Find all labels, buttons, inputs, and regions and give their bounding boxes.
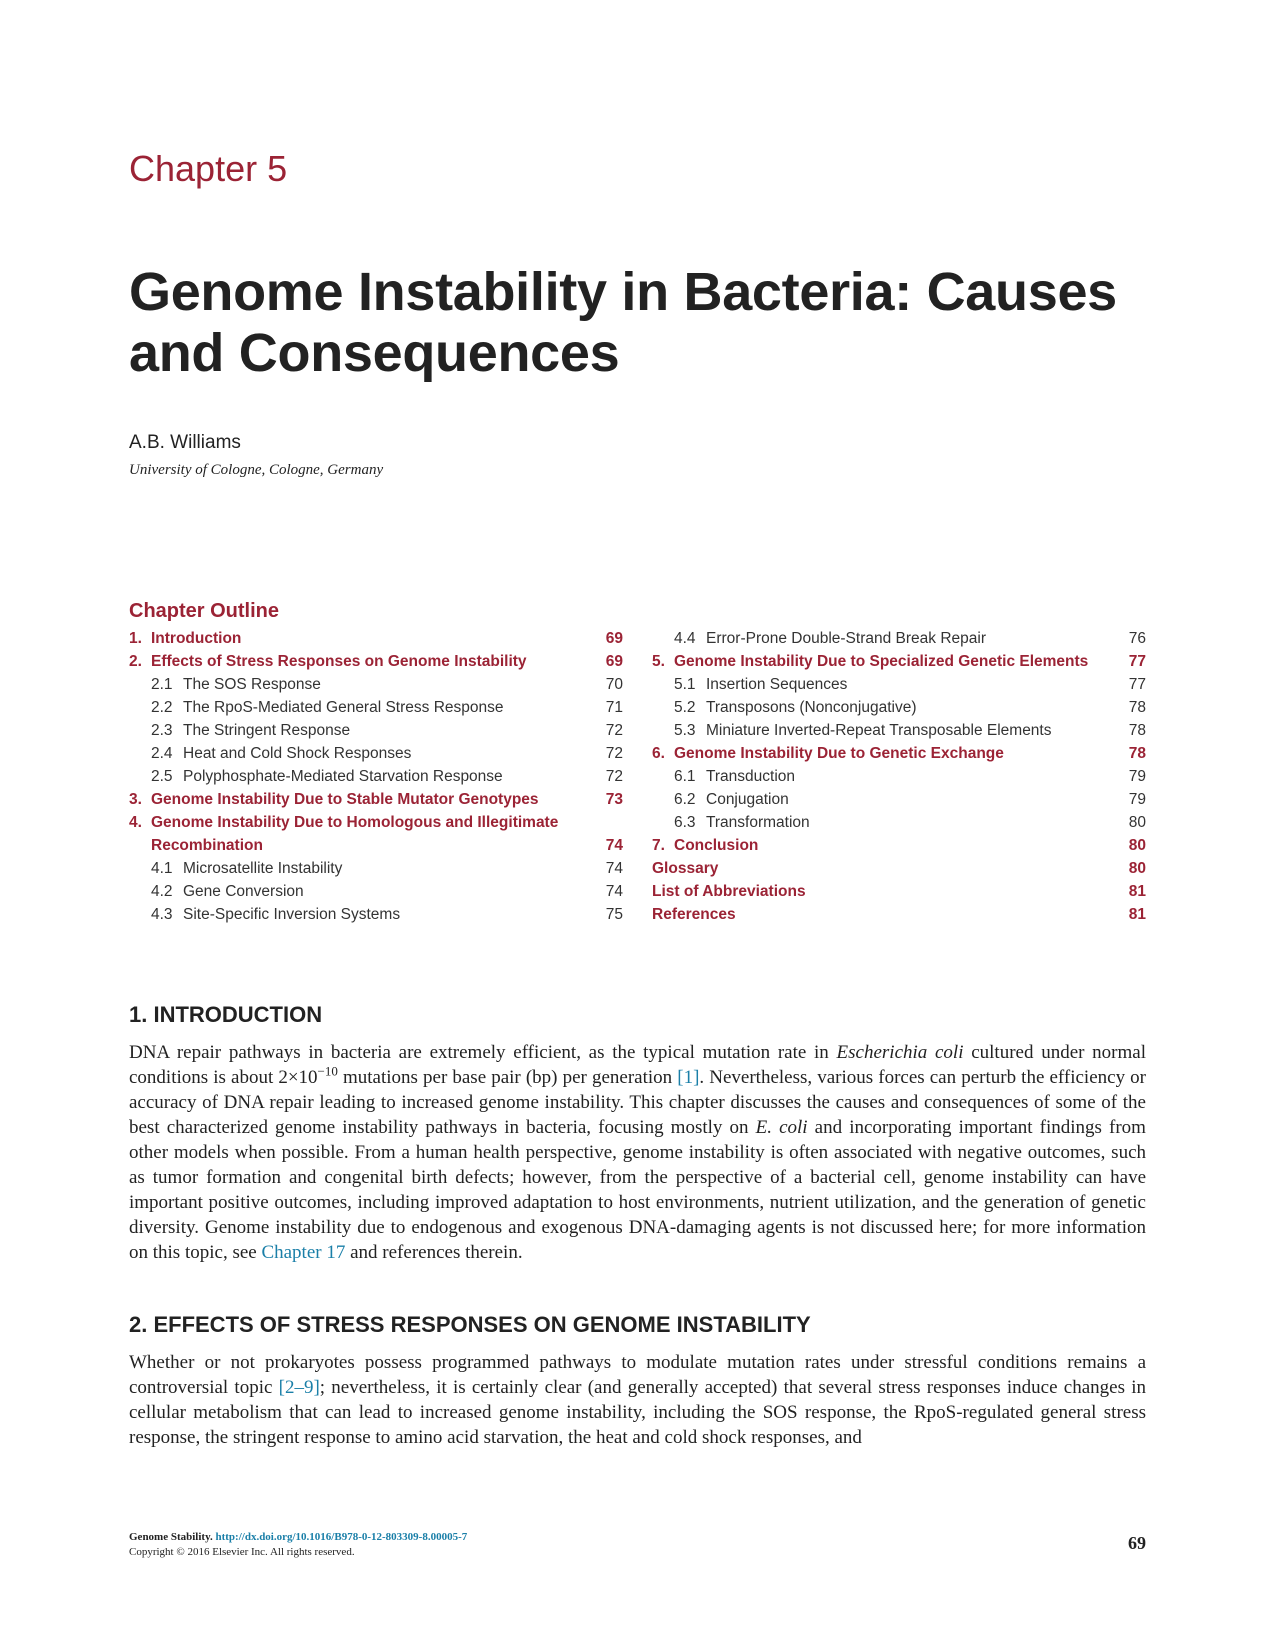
outline-entry-page: 78: [1128, 722, 1146, 739]
outline-entry-label: [129, 788, 539, 811]
outline-entry-title: List of Abbreviations: [652, 883, 806, 900]
outline-entry-title: Miniature Inverted-Repeat Transposable Elements: [706, 722, 1052, 739]
outline-entry-label: [151, 673, 321, 696]
outline-entry-label: [652, 880, 806, 903]
outline-entry-label: [652, 742, 1004, 765]
outline-entry[interactable]: [129, 857, 623, 880]
outline-entry-number: 2.4: [151, 745, 173, 762]
outline-entry-number: 5.3: [674, 722, 696, 739]
outline-entry-number: 6.: [652, 745, 665, 762]
outline-entry-page: 79: [1128, 791, 1146, 808]
outline-entry-page: 75: [605, 906, 623, 923]
outline-entry-label: [129, 627, 241, 650]
outline-entry-number: 6.2: [674, 791, 696, 808]
outline-entry-title: Transformation: [706, 814, 810, 831]
outline-entry-title: Genome Instability Due to Homologous and Illegitimate: [151, 814, 559, 831]
outline-entry-title: Gene Conversion: [183, 883, 304, 900]
outline-entry-number: 5.1: [674, 676, 696, 693]
outline-entry[interactable]: [129, 788, 623, 811]
outline-entry[interactable]: [652, 788, 1146, 811]
outline-entry-page: 74: [605, 883, 623, 900]
outline-entry-number: 5.2: [674, 699, 696, 716]
outline-entry-title: The SOS Response: [183, 676, 321, 693]
outline-entry-label: [674, 788, 789, 811]
outline-entry-number: 2.: [129, 653, 142, 670]
outline-entry-page: 77: [1128, 653, 1146, 670]
outline-entry-page: 70: [605, 676, 623, 693]
reference-link-1[interactable]: [1]: [677, 1067, 700, 1088]
outline-entry-label: [674, 719, 1052, 742]
outline-entry[interactable]: [129, 742, 623, 765]
outline-entry-title: Introduction: [151, 630, 242, 647]
outline-entry-label: [151, 742, 411, 765]
author-name: A.B. Williams: [129, 432, 241, 453]
outline-entry-number: 2.2: [151, 699, 173, 716]
outline-entry-label: [652, 834, 758, 857]
outline-entry-title: Error-Prone Double-Strand Break Repair: [706, 630, 986, 647]
outline-entry-number: 4.2: [151, 883, 173, 900]
outline-entry-title: The Stringent Response: [183, 722, 351, 739]
outline-entry-page: 80: [1128, 814, 1146, 831]
outline-entry[interactable]: [129, 765, 623, 788]
outline-entry[interactable]: [652, 857, 1146, 880]
outline-entry-number: 7.: [652, 837, 665, 854]
outline-entry-title: Site-Specific Inversion Systems: [183, 906, 401, 923]
outline-entry-label: [674, 811, 810, 834]
outline-entry-number: 6.3: [674, 814, 696, 831]
outline-entry-title: References: [652, 906, 736, 923]
outline-entry-page: 73: [605, 791, 623, 808]
outline-entry-page: 81: [1128, 906, 1146, 923]
outline-column-left: [129, 627, 623, 926]
outline-entry-number: 3.: [129, 791, 142, 808]
chapter-outline-heading: Chapter Outline: [129, 600, 280, 622]
stress-responses-paragraph: Whether or not prokaryotes possess programmed pathways to modulate mutation rates under stressful conditions remains a controversial topic [2–9]; nevertheless, it is certainly clear (and generally accepted) that several stress responses induce changes in cellular metabolism that can lead to increased genome instability, including the SOS response, the RpoS-regulated general stress response, the stringent response to amino acid starvation, the heat and cold shock responses, and: [129, 1352, 1146, 1448]
chapter-17-link[interactable]: Chapter 17: [261, 1242, 346, 1263]
outline-entry[interactable]: [652, 903, 1146, 926]
outline-entry-label: [151, 857, 342, 880]
outline-entry-title: Genome Instability Due to Specialized Genetic Elements: [674, 653, 1089, 670]
outline-entry-label: [652, 650, 1088, 673]
outline-entry[interactable]: [652, 834, 1146, 857]
outline-entry-label: [129, 811, 558, 834]
outline-entry-number: 5.: [652, 653, 665, 670]
outline-entry[interactable]: [652, 765, 1146, 788]
outline-entry[interactable]: [129, 903, 623, 926]
outline-entry-number: 2.1: [151, 676, 173, 693]
footer-citation: [129, 1530, 467, 1560]
outline-entry-label: [151, 696, 504, 719]
outline-entry-page: 72: [605, 768, 623, 785]
outline-entry-page: 72: [605, 722, 623, 739]
outline-entry-page: 74: [605, 837, 623, 854]
outline-entry[interactable]: [129, 650, 623, 673]
outline-entry-title: Transduction: [706, 768, 796, 785]
outline-entry-label: [674, 765, 795, 788]
outline-entry-label: [151, 719, 350, 742]
outline-entry[interactable]: [129, 673, 623, 696]
outline-entry-label: [652, 903, 736, 926]
page-number: 69: [1128, 1533, 1146, 1553]
outline-entry-title: Recombination: [151, 837, 263, 854]
outline-entry-label: [674, 627, 986, 650]
outline-entry-title: Heat and Cold Shock Responses: [183, 745, 412, 762]
outline-entry[interactable]: [129, 696, 623, 719]
outline-entry-label: [674, 673, 847, 696]
footer-copyright: Copyright © 2016 Elsevier Inc. All rights reserved.: [129, 1546, 355, 1558]
outline-entry-number: 4.4: [674, 630, 696, 647]
outline-entry[interactable]: [129, 834, 623, 857]
outline-entry[interactable]: [129, 880, 623, 903]
outline-entry-title: Effects of Stress Responses on Genome Instability: [151, 653, 527, 670]
outline-entry-page: 74: [605, 860, 623, 877]
outline-entry-title: Conclusion: [674, 837, 759, 854]
outline-entry-title: Genome Instability Due to Stable Mutator Genotypes: [151, 791, 539, 808]
outline-entry-title: Microsatellite Instability: [183, 860, 343, 877]
outline-entry-title: Glossary: [652, 860, 719, 877]
section-heading-introduction: 1. INTRODUCTION: [129, 1002, 323, 1027]
outline-entry-page: 77: [1128, 676, 1146, 693]
outline-entry-number: 4.: [129, 814, 142, 831]
outline-entry-page: 80: [1128, 860, 1146, 877]
outline-entry-page: 71: [605, 699, 623, 716]
outline-entry-page: 78: [1128, 745, 1146, 762]
outline-entry-label: [674, 696, 917, 719]
outline-entry-label: [652, 857, 718, 880]
outline-entry-page: 69: [605, 630, 623, 647]
outline-entry[interactable]: [129, 719, 623, 742]
author-affiliation: University of Cologne, Cologne, Germany: [129, 462, 384, 478]
outline-entry-page: 81: [1128, 883, 1146, 900]
outline-column-right: [652, 627, 1146, 926]
outline-entry-page: 72: [605, 745, 623, 762]
outline-entry-label: [129, 650, 527, 673]
outline-entry[interactable]: [652, 696, 1146, 719]
outline-entry[interactable]: [652, 627, 1146, 650]
outline-entry-number: 1.: [129, 630, 142, 647]
outline-entry-title: Conjugation: [706, 791, 789, 808]
outline-entry-page: 79: [1128, 768, 1146, 785]
outline-entry-title: Genome Instability Due to Genetic Exchange: [674, 745, 1004, 762]
outline-entry[interactable]: [652, 673, 1146, 696]
outline-entry-label: [151, 880, 304, 903]
introduction-paragraph: DNA repair pathways in bacteria are extremely efficient, as the typical mutation rate in Escherichia coli cultured under normal conditions is about $2\times 10^{-10}$ mutations per base pair (bp) per generation [1]. Nevertheless, various forces can perturb the efficiency or accuracy of DNA repair leading to increased genome instability. This chapter discusses the causes and consequences of some of the best characterized genome instability pathways in bacteria, focusing mostly on E. coli and incorporating important findings from other models when possible. From a human health perspective, genome instability is often associated with negative outcomes, such as tumor formation and congenital birth defects; however, from the perspective of a bacterial cell, genome instability can have important positive outcomes, including improved adaptation to host environments, nutrient utilization, and the generation of genetic diversity. Genome instability due to endogenous and exogenous DNA-damaging agents is not discussed here; for more information on this topic, see Chapter 17 and references therein.: [129, 1042, 1146, 1263]
outline-entry[interactable]: [652, 811, 1146, 834]
chapter-label: Chapter 5: [129, 148, 288, 189]
section-heading-stress-responses: 2. EFFECTS OF STRESS RESPONSES ON GENOME INSTABILITY: [129, 1312, 811, 1337]
outline-entry-label: [151, 903, 400, 926]
outline-entry-title: Polyphosphate-Mediated Starvation Response: [183, 768, 503, 785]
outline-entry-number: 4.1: [151, 860, 173, 877]
outline-entry[interactable]: [129, 627, 623, 650]
outline-entry-label: [151, 834, 263, 857]
outline-entry-number: 2.5: [151, 768, 173, 785]
outline-entry-number: 4.3: [151, 906, 173, 923]
outline-entry[interactable]: [652, 742, 1146, 765]
reference-link-2-9[interactable]: [2–9]: [278, 1377, 320, 1398]
outline-entry-number: 6.1: [674, 768, 696, 785]
outline-entry-page: 78: [1128, 699, 1146, 716]
outline-entry-page: 76: [1128, 630, 1146, 647]
outline-entry-label: [151, 765, 503, 788]
outline-entry-title: The RpoS-Mediated General Stress Response: [183, 699, 504, 716]
outline-entry[interactable]: [652, 719, 1146, 742]
outline-entry-page: 80: [1128, 837, 1146, 854]
footer-book-title: Genome Stability.: [129, 1531, 213, 1543]
chapter-title: Genome Instability in Bacteria: Causes and Consequences: [129, 262, 1117, 383]
outline-entry[interactable]: [652, 650, 1146, 673]
outline-entry-title: Transposons (Nonconjugative): [706, 699, 917, 716]
outline-entry-page: 69: [605, 653, 623, 670]
outline-entry[interactable]: [129, 811, 623, 834]
outline-entry-number: 2.3: [151, 722, 173, 739]
outline-entry[interactable]: [652, 880, 1146, 903]
outline-entry-title: Insertion Sequences: [706, 676, 848, 693]
doi-link[interactable]: http://dx.doi.org/10.1016/B978-0-12-803309-8.00005-7: [215, 1531, 468, 1543]
